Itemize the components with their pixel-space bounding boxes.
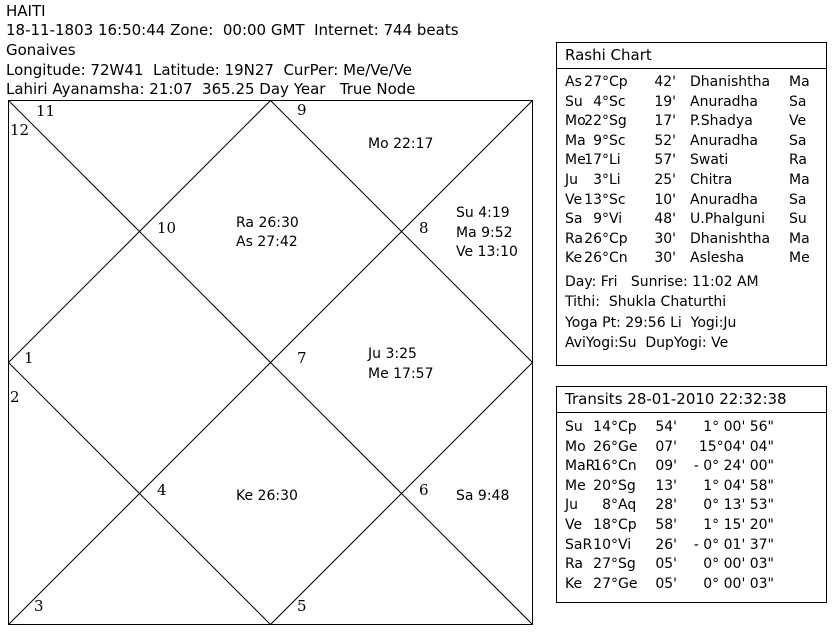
sign: Ge [618,575,638,592]
minutes: 30' [654,230,676,247]
nakshatra: Aslesha [690,250,745,267]
house-number-10: 10 [157,219,177,237]
nakshatra-lord: Sa [789,132,807,149]
nakshatra: Anuradha [690,132,758,149]
rashi-row [557,191,826,211]
transit-row [557,575,826,595]
planet-abbr: Sa [565,211,583,228]
degree: 10° [593,536,618,553]
rashi-panel-title: Rashi Chart [557,43,826,69]
rashi-row [557,73,826,93]
transit-row [557,457,826,477]
transits-panel [556,386,827,603]
nakshatra-lord: Ma [789,230,810,247]
planet-abbr: Ve [565,191,583,208]
house-number-7: 7 [297,349,307,367]
rashi-chart-panel [556,42,827,366]
sign: Sg [618,556,636,573]
planet-abbr: Su [565,93,583,110]
planet-abbr: Ma [565,132,586,149]
minutes: 42' [654,74,676,90]
sign: Cn [618,458,637,475]
sign: Cp [618,516,637,533]
nakshatra: Dhanishtha [690,74,771,90]
birth-place: Gonaives [6,41,76,59]
degree: 3° [593,171,609,188]
degree: 27° [584,74,609,90]
minutes: 57' [654,152,676,169]
nakshatra: Anuradha [690,191,758,208]
daily-motion: - 0° 24' 00" [693,458,774,475]
house-number-8: 8 [419,219,429,237]
minutes: 17' [654,113,676,130]
planet-placement: Mo 22:17 [368,136,434,152]
planet-abbr: Ra [565,556,583,573]
birth-datetime: 18-11-1803 16:50:44 Zone: 00:00 GMT Internet: 744 beats [6,21,459,39]
avi-dup-yogi: AviYogi:Su DupYogi: Ve [565,335,729,352]
minutes: 10' [654,191,676,208]
degree: 20° [593,477,618,494]
planet-placement: Ra 26:30 [236,215,299,231]
sign: Li [609,152,621,169]
transit-row [557,536,826,556]
rashi-info [557,269,826,354]
nakshatra: Anuradha [690,93,758,110]
planet-abbr: SaR [565,536,593,553]
rashi-row [557,93,826,113]
sign: Ge [618,438,638,455]
sign: Sg [618,477,636,494]
planet-placement: Ma 9:52 [456,225,513,241]
transit-row [557,555,826,575]
minutes: 13' [655,477,677,494]
sign: Sc [609,93,626,110]
planet-abbr: Mo [565,438,586,455]
degree: 9° [593,132,609,149]
minutes: 26' [655,536,677,553]
sign: Cn [609,250,628,267]
day-sunrise: Day: Fri Sunrise: 11:02 AM [565,273,759,290]
transit-row [557,477,826,497]
planet-placement: Ju 3:25 [368,346,417,362]
degree: 26° [593,438,618,455]
minutes: 28' [655,497,677,514]
nakshatra-lord: Sa [789,93,807,110]
minutes: 48' [654,211,676,228]
daily-motion: 15°04' 04" [698,438,774,455]
sign: Sg [609,113,627,130]
nakshatra: U.Phalguni [690,211,766,228]
planet-abbr: Ju [565,171,579,188]
nakshatra-lord: Ra [789,152,807,169]
daily-motion: - 0° 01' 37" [693,536,774,553]
house-number-2: 2 [10,388,20,406]
planet-abbr: Ke [565,575,583,592]
house-number-12: 12 [10,121,30,139]
planet-abbr: Ju [565,497,579,514]
house-number-6: 6 [419,481,429,499]
transits-table [557,413,826,594]
minutes: 58' [655,516,677,533]
coordinates-line: Longitude: 72W41 Latitude: 19N27 CurPer: Me/Ve/Ve [6,61,412,79]
planet-abbr: Ve [565,516,583,533]
planet-abbr: Me [565,477,586,494]
house-number-9: 9 [297,101,307,119]
nakshatra-lord: Me [789,250,810,267]
nakshatra: Swati [690,152,729,169]
daily-motion: 1° 04' 58" [703,477,774,494]
planet-placement: Sa 9:48 [456,488,510,504]
degree: 17° [584,152,609,169]
degree: 13° [584,191,609,208]
degree: 9° [593,211,609,228]
house-number-4: 4 [157,481,167,499]
rashi-row [557,249,826,269]
daily-motion: 1° 00' 56" [703,419,774,435]
sign: Cp [609,74,628,90]
transit-row [557,438,826,458]
sign: Vi [609,211,623,228]
planet-abbr: Me [565,152,586,169]
planet-placement: Me 17:57 [368,366,434,382]
daily-motion: 0° 00' 03" [703,575,774,592]
minutes: 09' [655,458,677,475]
sign: Cp [618,419,637,435]
rashi-row [557,230,826,250]
minutes: 05' [655,575,677,592]
nakshatra-lord: Sa [789,191,807,208]
nakshatra-lord: Ma [789,74,810,90]
daily-motion: 0° 00' 03" [703,556,774,573]
transit-row [557,496,826,516]
degree: 27° [593,556,618,573]
chart-name: HAITI [6,2,46,20]
yoga-point: Yoga Pt: 29:56 Li Yogi:Ju [565,314,737,331]
degree: 8° [602,497,618,514]
house-number-5: 5 [297,597,307,615]
degree: 14° [593,419,618,435]
rashi-table [557,69,826,269]
minutes: 52' [654,132,676,149]
nakshatra: Chitra [690,171,733,188]
transit-row [557,418,826,438]
nakshatra-lord: Ma [789,171,810,188]
sign: Sc [609,132,626,149]
planet-placement: Ve 13:10 [456,244,518,260]
planet-abbr: Ra [565,230,583,247]
rashi-row [557,132,826,152]
rashi-row [557,151,826,171]
planet-abbr: As [565,74,582,90]
nakshatra-lord: Su [789,211,807,228]
minutes: 54' [655,419,677,435]
rashi-row [557,210,826,230]
degree: 16° [593,458,618,475]
planet-abbr: Su [565,419,583,435]
minutes: 25' [654,171,676,188]
minutes: 30' [654,250,676,267]
planet-placement: Ke 26:30 [236,488,298,504]
minutes: 19' [654,93,676,110]
sign: Li [609,171,621,188]
planet-abbr: Ke [565,250,583,267]
transit-row [557,516,826,536]
daily-motion: 0° 13' 53" [703,497,774,514]
tithi: Tithi: Shukla Chaturthi [565,294,727,311]
degree: 26° [584,250,609,267]
nakshatra-lord: Ve [789,113,807,130]
degree: 26° [584,230,609,247]
house-number-11: 11 [36,102,56,120]
nakshatra: P.Shadya [690,113,753,130]
minutes: 05' [655,556,677,573]
degree: 18° [593,516,618,533]
transits-panel-title: Transits 28-01-2010 22:32:38 [557,387,826,413]
rashi-row [557,171,826,191]
daily-motion: 1° 15' 20" [703,516,774,533]
planet-abbr: MaR [565,458,596,475]
planet-placement: As 27:42 [236,234,298,250]
planet-abbr: Mo [565,113,586,130]
degree: 22° [584,113,609,130]
planet-placement: Su 4:19 [456,205,510,221]
sign: Vi [618,536,632,553]
nakshatra: Dhanishtha [690,230,771,247]
house-number-3: 3 [34,597,44,615]
degree: 27° [593,575,618,592]
sign: Sc [609,191,626,208]
sign: Cp [609,230,628,247]
degree: 4° [593,93,609,110]
rashi-row [557,112,826,132]
ayanamsha-line: Lahiri Ayanamsha: 21:07 365.25 Day Year True Node [6,80,416,98]
minutes: 07' [655,438,677,455]
house-number-1: 1 [24,349,34,367]
sign: Aq [618,497,637,514]
